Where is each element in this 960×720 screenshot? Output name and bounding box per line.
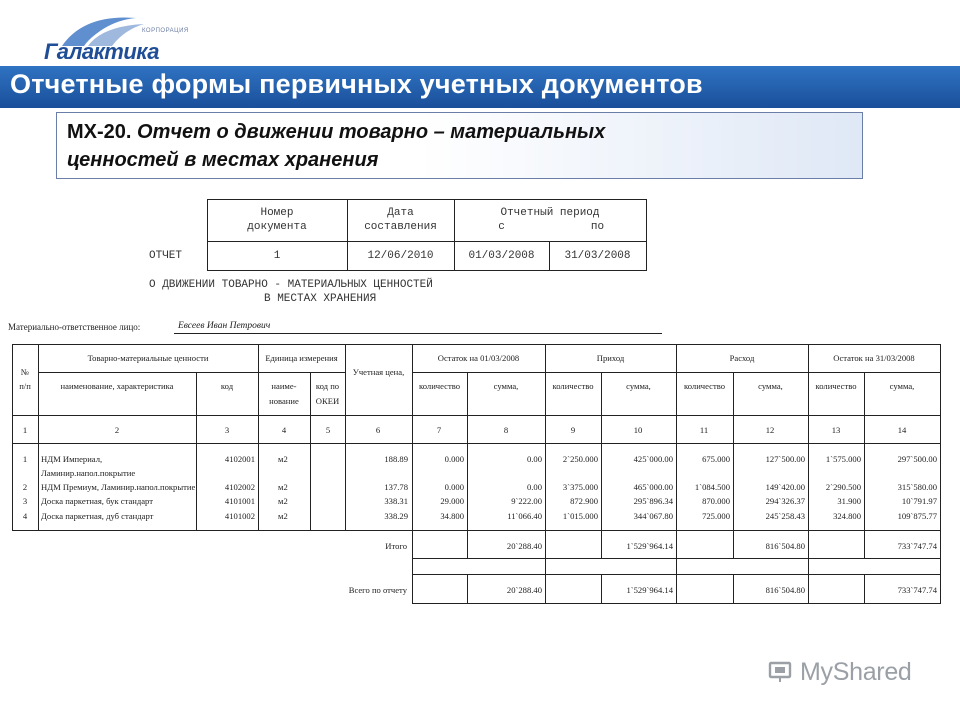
col-name-header: наименование, характеристика — [60, 381, 174, 391]
row-3-q1: 29.000 — [440, 496, 464, 506]
row-4-q1: 34.800 — [440, 511, 464, 521]
row-2-s3: 149`420.00 — [765, 482, 805, 492]
row-2-unit: м2 — [278, 482, 288, 492]
col-unit-header: Единица измерения — [265, 353, 338, 363]
page-title: Отчетные формы первичных учетных документов — [10, 69, 703, 99]
row-4-s4: 109`875.77 — [897, 511, 937, 521]
total-s3: 816`504.80 — [765, 541, 805, 551]
row-1-n: 1 — [22, 454, 28, 464]
column-number-14: 14 — [897, 425, 907, 435]
row-1-unit: м2 — [278, 454, 288, 464]
column-number-4: 4 — [281, 425, 287, 435]
row-4-n: 4 — [22, 511, 28, 521]
row-3-q3: 870.000 — [702, 496, 730, 506]
row-4-unit: м2 — [278, 511, 288, 521]
row-2-price: 137.78 — [384, 482, 408, 492]
col-sum-1: сумма, — [493, 381, 519, 391]
row-1-q1: 0.000 — [444, 454, 464, 464]
col-qty-1: количество — [418, 381, 461, 391]
row-2-name: НДМ Премиум, Ламинир.напол.покрытие — [41, 482, 196, 492]
row-2-s4: 315`580.00 — [897, 482, 937, 492]
col-unit-name-2: нование — [269, 396, 299, 406]
column-number-2: 2 — [114, 425, 120, 435]
subtitle-text-1: Отчет о движении товарно – материальных — [137, 121, 606, 143]
row-1-s3: 127`500.00 — [765, 454, 805, 464]
col-sum-4: сумма, — [889, 381, 915, 391]
row-4-name: Доска паркетная, дуб стандарт — [41, 511, 154, 521]
col-bal-end-header: Остаток на 31/03/2008 — [833, 353, 915, 363]
row-3-s3: 294`326.37 — [765, 496, 805, 506]
column-number-12: 12 — [765, 425, 775, 435]
report-label: ОТЧЕТ — [149, 250, 183, 262]
logo-brand: Галактика — [44, 39, 159, 64]
column-number-13: 13 — [831, 425, 841, 435]
column-number-9: 9 — [570, 425, 576, 435]
grand-s3: 816`504.80 — [765, 585, 805, 595]
row-3-q4: 31.900 — [837, 496, 861, 506]
responsible-name: Евсеев Иван Петрович — [178, 321, 271, 331]
period-to-label: по — [590, 221, 605, 233]
column-number-10: 10 — [633, 425, 643, 435]
row-2-q4: 2`290.500 — [825, 482, 861, 492]
col-price-header: Учетная цена, — [352, 367, 405, 377]
column-number-8: 8 — [503, 425, 509, 435]
col-okei-1: код по — [315, 381, 340, 391]
row-4-q4: 324.800 — [833, 511, 861, 521]
period-to-value: 31/03/2008 — [564, 250, 631, 262]
period-from-value: 01/03/2008 — [468, 250, 535, 262]
column-number-6: 6 — [375, 425, 381, 435]
col-pp-header: п/п — [19, 381, 31, 391]
row-1-s4: 297`500.00 — [897, 454, 937, 464]
row-4-s3: 245`258.43 — [765, 511, 805, 521]
row-4-q2: 1`015.000 — [562, 511, 598, 521]
col-unit-name-1: наиме- — [271, 381, 297, 391]
row-2-n: 2 — [22, 482, 28, 492]
doc-date-value: 12/06/2010 — [367, 250, 434, 262]
row-4-price: 338.29 — [384, 511, 408, 521]
col-income-header: Приход — [596, 353, 625, 363]
column-number-7: 7 — [436, 425, 442, 435]
row-1-name-line2: Ламинир.напол.покрытие — [41, 468, 136, 478]
doc-number-label-2: документа — [247, 221, 307, 233]
grand-s1: 20`288.40 — [506, 585, 542, 595]
row-1-name: НДМ Империал, — [41, 454, 103, 464]
total-label: Итого — [385, 541, 407, 551]
row-3-code: 4101001 — [224, 496, 255, 506]
doc-date-label-1: Дата — [387, 207, 414, 219]
row-3-s2: 295`896.34 — [633, 496, 673, 506]
row-4-code: 4101002 — [224, 511, 255, 521]
col-qty-2: количество — [552, 381, 594, 391]
row-3-s4: 10`791.97 — [901, 496, 937, 506]
row-1-q3: 675.000 — [702, 454, 730, 464]
col-num-header: № — [20, 367, 30, 377]
col-sum-3: сумма, — [758, 381, 783, 391]
period-from-label: с — [498, 221, 505, 233]
grand-s4: 733`747.74 — [897, 585, 937, 595]
col-outcome-header: Расход — [729, 353, 755, 363]
total-s2: 1`529`964.14 — [626, 541, 673, 551]
period-label: Отчетный период — [500, 207, 600, 219]
subtitle-line-2: ценностей в местах хранения — [67, 149, 379, 171]
col-code-header: код — [220, 381, 234, 391]
row-3-n: 3 — [22, 496, 28, 506]
grand-s2: 1`529`964.14 — [626, 585, 673, 595]
doc-number-value: 1 — [273, 250, 281, 262]
row-3-s1: 9`222.00 — [511, 496, 542, 506]
total-s1: 20`288.40 — [506, 541, 542, 551]
report-caption-2: В МЕСТАХ ХРАНЕНИЯ — [264, 293, 377, 305]
row-3-name: Доска паркетная, бук стандарт — [41, 496, 153, 506]
row-1-q4: 1`575.000 — [825, 454, 861, 464]
total-s4: 733`747.74 — [897, 541, 937, 551]
row-3-price: 338.31 — [384, 496, 408, 506]
row-1-q2: 2`250.000 — [562, 454, 598, 464]
col-qty-3: количество — [683, 381, 726, 391]
report-caption-1: О ДВИЖЕНИИ ТОВАРНО - МАТЕРИАЛЬНЫХ ЦЕННОСТЕЙ — [149, 279, 433, 291]
row-3-q2: 872.900 — [570, 496, 598, 506]
row-2-s1: 0.00 — [526, 482, 542, 492]
responsible-label: Материально-ответственное лицо: — [8, 322, 141, 332]
row-1-price: 188.89 — [384, 454, 408, 464]
row-4-s1: 11`066.40 — [507, 511, 542, 521]
form-code: МХ-20. — [67, 121, 132, 143]
row-1-code: 4102001 — [224, 454, 255, 464]
row-4-q3: 725.000 — [702, 511, 730, 521]
row-2-q1: 0.000 — [444, 482, 464, 492]
row-3-unit: м2 — [278, 496, 288, 506]
col-qty-4: количество — [815, 381, 857, 391]
column-number-1: 1 — [22, 425, 28, 435]
col-sum-2: сумма, — [626, 381, 651, 391]
col-bal-start-header: Остаток на 01/03/2008 — [437, 353, 520, 363]
grand-total-label: Всего по отчету — [348, 585, 407, 595]
row-4-s2: 344`067.80 — [633, 511, 673, 521]
logo-corp-label: КОРПОРАЦИЯ — [142, 28, 189, 34]
row-1-s1: 0.00 — [526, 454, 542, 464]
presentation-icon — [768, 660, 792, 684]
row-2-s2: 465`000.00 — [633, 482, 673, 492]
column-number-11: 11 — [699, 425, 709, 435]
row-2-q2: 3`375.000 — [562, 482, 598, 492]
col-tmc-header: Товарно-материальные ценности — [87, 353, 209, 363]
watermark-text: MyShared — [800, 658, 912, 686]
column-number-3: 3 — [224, 425, 230, 435]
doc-date-label-2: составления — [364, 221, 437, 233]
row-2-code: 4102002 — [224, 482, 255, 492]
row-1-s2: 425`000.00 — [633, 454, 673, 464]
col-okei-2: ОКЕИ — [315, 396, 340, 406]
doc-number-label-1: Номер — [260, 207, 294, 219]
column-number-5: 5 — [325, 425, 331, 435]
row-2-q3: 1`084.500 — [694, 482, 730, 492]
